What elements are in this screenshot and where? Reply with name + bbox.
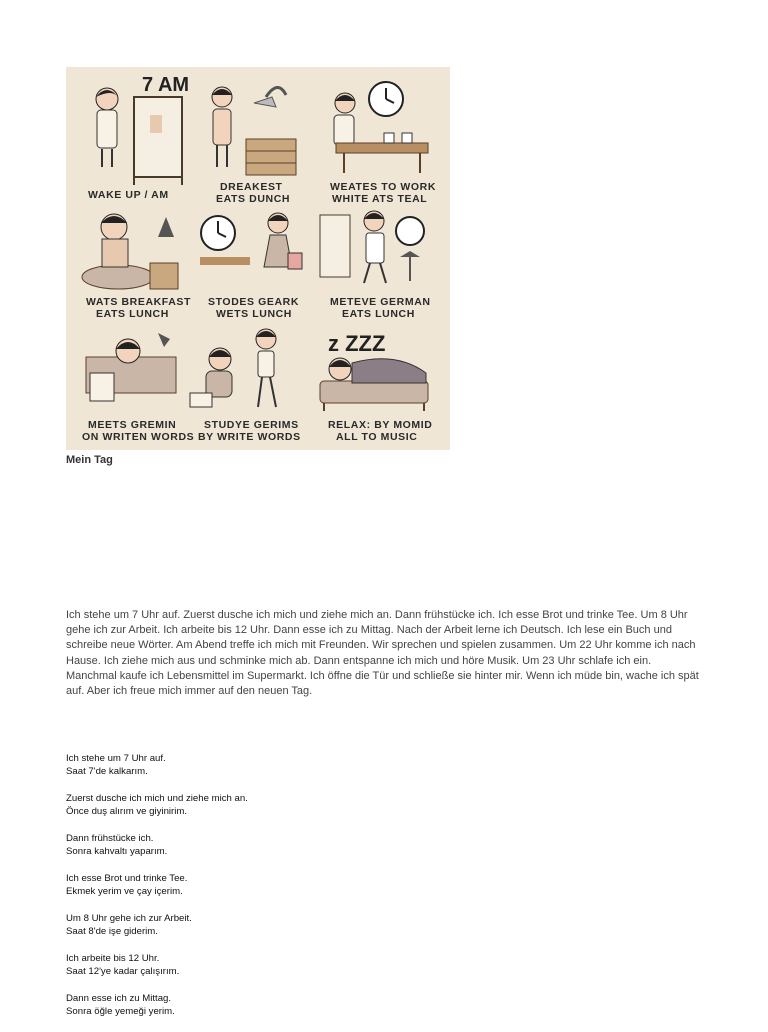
translation-pair [66,992,466,1019]
caption-6-line2: EATS LUNCH [342,308,415,320]
caption-9-line2: ALL TO MUSIC [336,431,418,443]
illustration-svg [66,67,450,450]
turkish-sentence: Saat 8'de işe giderim. [66,926,158,938]
german-sentence: Um 8 Uhr gehe ich zur Arbeit. [66,912,192,924]
caption-2-line1: DREAKEST [220,181,283,193]
turkish-sentence: Saat 7'de kalkarım. [66,766,148,778]
caption-5-line1: STODES GEARK [208,296,300,308]
caption-7-line1: MEETS GREMIN [88,419,177,431]
turkish-sentence: Sonra öğle yemeği yerim. [66,1006,175,1018]
translation-pair [66,832,466,859]
caption-4-line1: WATS BREAKFAST [86,296,192,308]
caption-1-line1: WAKE UP / AM [88,189,169,201]
daily-routine-illustration [66,67,450,450]
german-sentence: Ich arbeite bis 12 Uhr. [66,952,160,964]
clock-label: 7 AM [142,74,190,96]
turkish-sentence: Ekmek yerim ve çay içerim. [66,886,183,898]
translation-pair [66,792,466,819]
caption-8-line1: STUDYE GERIMS [204,419,299,431]
translation-list [66,752,466,1032]
german-sentence: Zuerst dusche ich mich und ziehe mich an. [66,792,248,804]
sleep-text: z ZZZ [328,331,386,356]
translation-pair [66,952,466,979]
german-sentence: Dann frühstücke ich. [66,832,154,844]
caption-7-line2: ON WRITEN WORDS [82,431,195,443]
translation-pair [66,752,466,779]
translation-pair [66,912,466,939]
german-sentence: Dann esse ich zu Mittag. [66,992,172,1004]
turkish-sentence: Saat 12'ye kadar çalışırım. [66,966,180,978]
german-sentence: Ich stehe um 7 Uhr auf. [66,753,166,764]
caption-2-line2: EATS DUNCH [216,193,291,205]
story-paragraph: Ich stehe um 7 Uhr auf. Zuerst dusche ich mich und ziehe mich an. Dann frühstücke ich. Ich esse Brot und trinke Tee. Um 8 Uhr gehe ich zur Arbeit. Ich arbeite bis 12 Uhr. Dann esse ich zu Mittag. Nach der Arbeit lerne ich Deutsch. Ich lese ein Buch und schreibe neue Wörter. Am Abend treffe ich mich mit Freunden. Wir sprechen und spielen zusammen. Um 22 Uhr komme ich nach Hause. Ich ziehe mich aus und schminke mich ab. Dann entspanne ich mich und höre Musik. Um 23 Uhr schlafe ich ein. Manchmal kaufe ich Lebensmittel im Supermarkt. Ich öffne die Tür und schließe sie hinter mir. Wenn ich müde bin, wache ich spät auf. Aber ich freue mich immer auf den neuen Tag. [66,609,699,698]
caption-5-line2: WETS LUNCH [216,308,292,320]
translation-pair [66,872,466,899]
turkish-sentence: Sonra kahvaltı yaparım. [66,846,168,858]
caption-6-line1: METEVE GERMAN [330,296,431,308]
caption-3-line2: WHITE ATS TEAL [332,193,428,205]
caption-3-line1: WEATES TO WORK [330,181,437,193]
caption-8-line2: BY WRITE WORDS [198,431,301,443]
page-title: Mein Tag [66,454,113,466]
caption-4-line2: EATS LUNCH [96,308,169,320]
caption-9-line1: RELAX: BY MOMID [328,419,433,431]
german-sentence: Ich esse Brot und trinke Tee. [66,872,188,884]
turkish-sentence: Önce duş alırım ve giyinirim. [66,806,188,818]
